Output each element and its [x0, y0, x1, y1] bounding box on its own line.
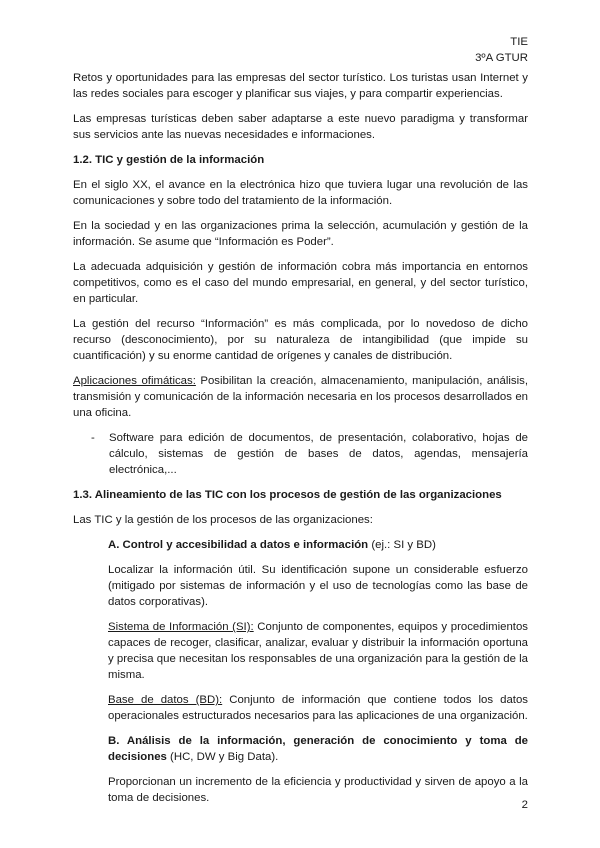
definition-text: Conjunto de información que contiene todos los datos operacionales estructurados necesarios para las aplicaciones de una organización.	[108, 694, 528, 722]
definition-term: Aplicaciones ofimáticas:	[73, 375, 196, 387]
section-heading-1-2: 1.2. TIC y gestión de la información	[73, 154, 265, 166]
subsection-title: B. Análisis de la información, generación de conocimiento y toma de decisiones	[108, 735, 528, 763]
document-body	[73, 70, 528, 815]
subsection-title: A. Control y accesibilidad a datos e información	[108, 539, 369, 551]
page-number: 2	[521, 799, 528, 811]
page-header	[475, 34, 528, 66]
definition-text: Conjunto de componentes, equipos y procedimientos capaces de recoger, clasificar, analizar, evaluar y distribuir la información oportuna y precisa que necesitan los responsables de una organización para la gestión de la misma.	[108, 621, 528, 681]
header-course: TIE	[510, 36, 528, 48]
definition-term: Sistema de Información (SI):	[108, 621, 254, 633]
list-item-text: Software para edición de documentos, de presentación, colaborativo, hojas de cálculo, sistemas de gestión de bases de datos, agendas, mensajería electrónica,...	[109, 432, 528, 476]
subsection-heading	[108, 733, 528, 765]
paragraph: En el siglo XX, el avance en la electrónica hizo que tuviera lugar una revolución de las comunicaciones y sobre todo del tratamiento de la información.	[73, 179, 528, 207]
paragraph: Retos y oportunidades para las empresas del sector turístico. Los turistas usan Internet y las redes sociales para escoger y planificar sus viajes, y para compartir experiencias.	[73, 72, 528, 100]
paragraph: La adecuada adquisición y gestión de información cobra más importancia en entornos competitivos, como es el caso del mundo empresarial, en general, y del sector turístico, en particular.	[73, 261, 528, 305]
header-group: 3ºA GTUR	[475, 52, 528, 64]
bullet-dash: -	[91, 432, 95, 444]
paragraph: Proporcionan un incremento de la eficiencia y productividad y sirven de apoyo a la toma de decisiones.	[108, 776, 528, 804]
definition-paragraph	[73, 373, 528, 421]
subsection-a	[108, 537, 528, 806]
definition-term: Base de datos (BD):	[108, 694, 223, 706]
paragraph: Las TIC y la gestión de los procesos de las organizaciones:	[73, 514, 373, 526]
subsection-note: (HC, DW y Big Data).	[166, 751, 279, 763]
definition-paragraph	[108, 619, 528, 683]
definition-paragraph	[108, 692, 528, 724]
paragraph: Localizar la información útil. Su identificación supone un considerable esfuerzo (mitigado por sistemas de información y el uso de tecnologías como las base de datos corporativas).	[108, 564, 528, 608]
definition-text: Posibilitan la creación, almacenamiento, manipulación, análisis, transmisión y comunicación de la información necesaria en los procesos desarrollados en una oficina.	[73, 375, 529, 419]
list-item	[73, 430, 528, 478]
subsection-heading	[108, 537, 528, 553]
subsection-note: (ej.: SI y BD)	[368, 539, 436, 551]
paragraph: Las empresas turísticas deben saber adaptarse a este nuevo paradigma y transformar sus servicios ante las nuevas necesidades e informaciones.	[73, 113, 528, 141]
paragraph: La gestión del recurso “Información” es más complicada, por lo novedoso de dicho recurso (desconocimiento), por su naturaleza de intangibilidad (que impide su cuantificación) y su enorme cantidad de orígenes y canales de distribución.	[73, 318, 528, 362]
paragraph: En la sociedad y en las organizaciones prima la selección, acumulación y gestión de la información. Se asume que “Información es Poder”.	[73, 220, 528, 248]
section-heading-1-3: 1.3. Alineamiento de las TIC con los procesos de gestión de las organizaciones	[73, 489, 502, 501]
